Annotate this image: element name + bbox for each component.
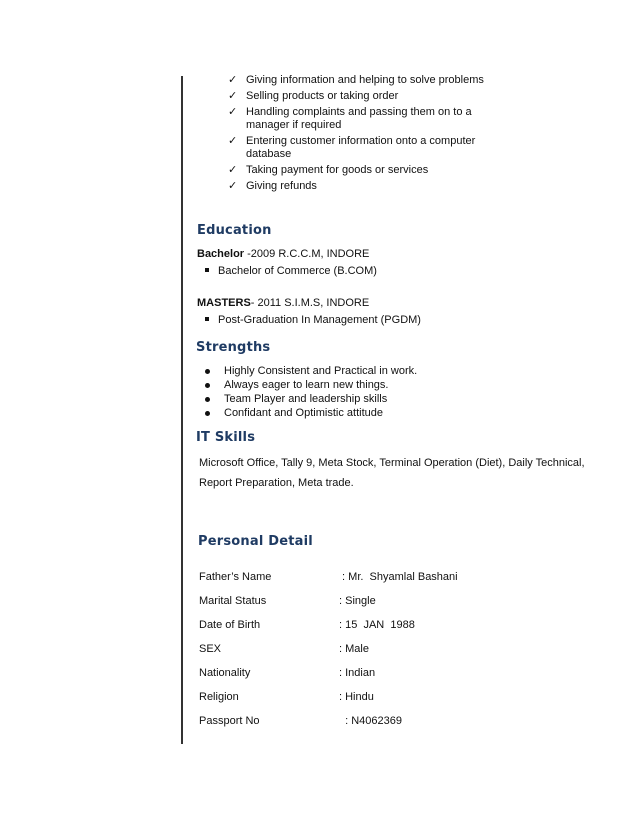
strength-text: Confidant and Optimistic attitude [224,407,383,419]
list-item [204,393,417,406]
checkmark-icon: ✓ [228,164,238,176]
degree-details: -2009 R.C.C.M, INDORE [244,248,370,260]
detail-value: : Indian [339,667,376,679]
strengths-list [204,365,417,421]
checkmark-icon: ✓ [228,135,238,147]
duty-text: Selling products or taking order [246,90,399,102]
experience-duties-list [228,74,488,196]
it-skills-text: Microsoft Office, Tally 9, Meta Stock, Terminal Operation (Diet), Daily Technical, Report Preparation, Meta trade. [199,457,585,489]
duty-text: Handling complaints and passing them on to a manager if required [246,106,472,131]
checkmark-icon: ✓ [228,90,238,102]
degree-name: Bachelor [197,248,245,260]
square-bullet-icon [205,268,209,272]
detail-value: : Male [339,643,369,655]
list-item [228,90,488,103]
education-entry-bachelor [197,248,369,261]
list-item [228,135,488,161]
list-item [228,106,488,132]
personal-detail-heading: Personal Detail [198,534,313,549]
detail-label: Religion [199,691,239,703]
checkmark-icon: ✓ [228,180,238,192]
duty-text: Giving information and helping to solve problems [246,74,484,86]
round-bullet-icon [205,383,210,388]
education-item-bachelor [205,265,377,278]
detail-row-date-of-birth [199,619,459,633]
detail-value: : N4062369 [339,715,402,727]
left-vertical-rule [181,76,183,744]
degree-details: - 2011 S.I.M.S, INDORE [250,297,370,309]
strengths-heading: Strengths [196,340,271,355]
education-heading: Education [197,223,272,238]
detail-label: Date of Birth [199,619,261,631]
detail-row-passport-no [199,715,459,729]
detail-label: SEX [199,643,222,655]
detail-value: : Single [339,595,376,607]
education-entry-masters [197,297,369,310]
detail-row-nationality [199,667,459,681]
round-bullet-icon [205,397,210,402]
list-item [204,407,417,420]
duty-text: Entering customer information onto a computer database [246,135,476,160]
detail-label: Passport No [199,715,260,727]
detail-value: : Hindu [339,691,374,703]
detail-label: Father’s Name [199,571,272,583]
list-item [228,164,488,177]
list-item [228,180,488,193]
detail-row-religion [199,691,459,705]
list-item [204,365,417,378]
checkmark-icon: ✓ [228,74,238,86]
degree-name: MASTERS [197,297,251,309]
detail-value: : Mr. Shyamlal Bashani [339,571,458,583]
list-item [228,74,488,87]
checkmark-icon: ✓ [228,106,238,118]
it-skills-heading: IT Skills [196,430,256,445]
round-bullet-icon [205,369,210,374]
detail-row-sex [199,643,459,657]
education-item-masters [205,314,421,327]
list-item [204,379,417,392]
duty-text: Giving refunds [246,180,317,192]
strength-text: Team Player and leadership skills [224,393,388,405]
detail-value: : 15 JAN 1988 [339,619,415,631]
detail-label: Nationality [199,667,251,679]
strength-text: Always eager to learn new things. [224,379,389,391]
degree-item: Post-Graduation In Management (PGDM) [218,314,421,326]
detail-row-marital-status [199,595,459,609]
round-bullet-icon [205,411,210,416]
duty-text: Taking payment for goods or services [246,164,429,176]
square-bullet-icon [205,317,209,321]
strength-text: Highly Consistent and Practical in work. [224,365,418,377]
detail-label: Marital Status [199,595,267,607]
degree-item: Bachelor of Commerce (B.COM) [218,265,377,277]
detail-row-fathers-name [199,571,459,585]
